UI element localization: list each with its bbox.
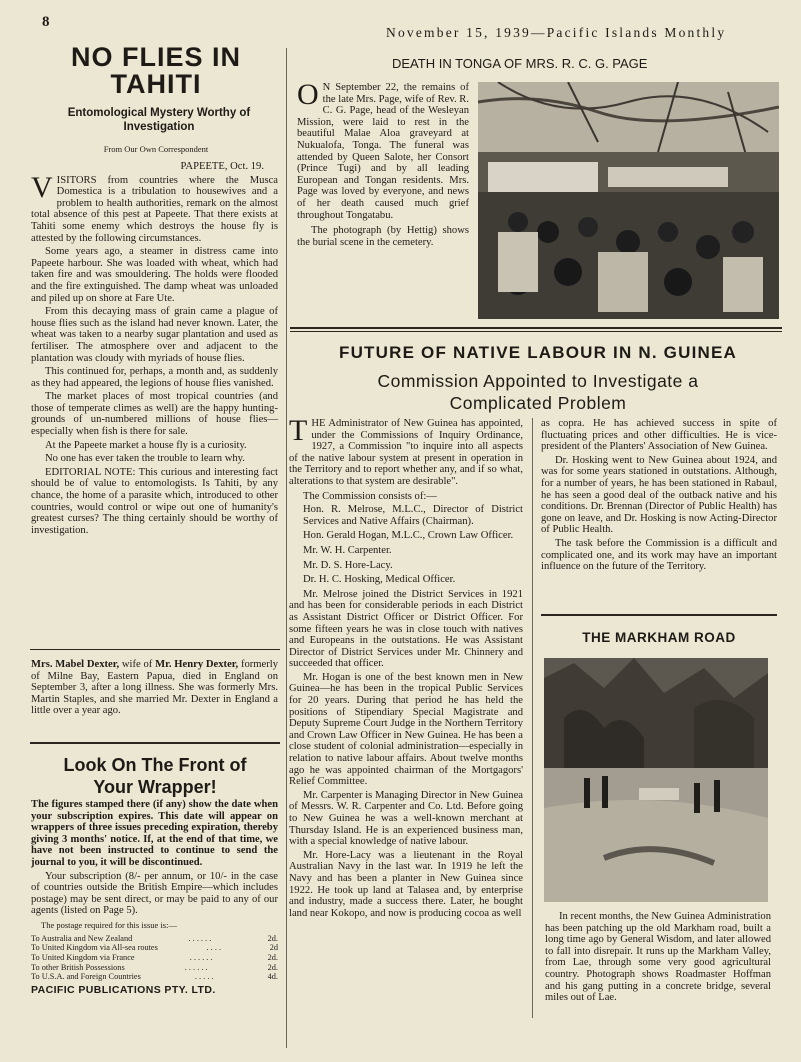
burial-scene-image [478,82,779,319]
page-dateline: November 15, 1939—Pacific Islands Monthly [386,25,727,40]
wrapper-title [30,754,280,798]
wrapper-title-line2: Your Wrapper! [93,777,217,797]
markham-road-photo [544,658,768,902]
postage-destination: To United Kingdom via All-sea routes [31,943,158,953]
postage-leader-dots: . . . . . . [184,962,208,972]
column-divider [286,48,287,1048]
labour-subtitle-line2: Complicated Problem [449,393,627,413]
flies-title-line2: TAHITI [110,69,202,99]
dexter-name: Mrs. Mabel Dexter, [31,659,120,670]
commission-member: Hon. R. Melrose, M.L.C., Director of District Services and Native Affairs (Chairman). [303,504,523,527]
flies-paragraph-4: This continued for, perhaps, a month and, as suddenly as they had appeared, the legions of house flies vanished. [31,366,278,389]
dexter-husband: Mr. Henry Dexter, [155,659,239,670]
dexter-notice: Mrs. Mabel Dexter, wife of Mr. Henry Dexter, formerly of Milne Bay, Eastern Papua, died in England on September 3, after a long illness. She was formerly Mrs. Martin Staples, and she married Mr. Dexter in England a little over a year ago. [31,659,279,717]
labour-top-rule-2 [290,331,782,332]
labour-paragraph-7: as copra. He has achieved success in spite of fluctuating prices and other difficulties. He is vice-president of the Planters' Association of New Guinea. [541,418,777,453]
postage-heading: The postage required for this issue is:— [41,919,177,930]
left-divider-2 [30,742,280,744]
postage-amount: 2d. [267,952,278,962]
flies-article [31,161,278,538]
labour-paragraph-4: Mr. Hogan is one of the best known men in New Guinea—he has been in the tropical Public Services for 20 years. During that period he has held the positions of Stipendiary Special Magistrate and Deputy Supreme Court Judge in the Northern Territory and Crown Law Officer in New Guinea. He has been a close student of colonial administration—especially in relation to native labour affairs. About twelve months ago he was appointed chairman of the Mortgagors' Relief Committee. [289,671,523,788]
labour-paragraph-9: The task before the Commission is a difficult and complicated one, and its work may have an important influence on the future of the Territory. [541,537,777,573]
commission-members [289,504,523,586]
labour-title: FUTURE OF NATIVE LABOUR IN N. GUINEA [339,343,737,362]
labour-column-divider [532,418,533,1018]
tonga-drop-cap: O [297,78,319,111]
flies-placeline: PAPEETE, Oct. 19. [180,161,264,172]
page-number: 8 [42,14,50,30]
commission-member: Mr. W. H. Carpenter. [303,544,392,556]
left-divider-1 [30,649,280,650]
markham-top-rule [541,614,777,616]
flies-title [30,44,282,98]
tonga-article [297,78,469,250]
wrapper-notice [31,799,278,999]
postage-row [31,972,278,982]
labour-drop-cap: T [289,414,308,447]
postage-destination: To United Kingdom via France [31,952,135,962]
flies-paragraph-7: No one has ever taken the trouble to learn why. [45,453,245,465]
flies-paragraph-6: At the Papeete market a house fly is a curiosity. [45,439,247,451]
wrapper-subscription-text: Your subscription (8/- per annum, or 10/- in the case of countries outside the British Empire—which includes postage) may be sent direct, or may be paid to any of our agents (listed on Page 5). [31,870,278,917]
commission-member: Dr. H. C. Hosking, Medical Officer. [303,574,456,586]
labour-subtitle [296,370,780,414]
wrapper-bold-text: The figures stamped there (if any) show the date when your subscription expires. This date will appear on wrappers of three issues preceding expiration, thereby giving 3 months' notice. If, at the end of that time, we have not been instructed to continue to send the journal to you, it will be discontinued. [31,799,278,868]
labour-paragraph-5: Mr. Carpenter is Managing Director in New Guinea of Messrs. W. R. Carpenter and Co. Ltd. Before going to New Guinea he was a well-known merchant at Thursday Island. He is an experienced business man, with a special knowledge of native labour. [289,789,523,848]
publisher: PACIFIC PUBLICATIONS PTY. LTD. [31,984,216,997]
tonga-title: DEATH IN TONGA OF MRS. R. C. G. PAGE [392,56,648,71]
postage-destination: To other British Possessions [31,962,125,972]
tonga-paragraph-1: N September 22, the remains of the late Mrs. Page, wife of Rev. R. C. G. Page, head of the Wesleyan Mission, were laid to rest in the beautiful Malae Aloa graveyard at Nukualofa, Tonga. The funeral was attended by Queen Salote, her Consort (Prince Tugi) and by all leading European and Tongan residents. Mrs. Page was loved by everyone, and news of her death caused much grief throughout Tongatabu. [297,82,469,221]
flies-subtitle: Entomological Mystery Worthy of Investigation [67,107,251,133]
markham-title: THE MARKHAM ROAD [582,630,736,645]
flies-title-line1: NO FLIES IN [70,42,241,72]
flies-byline: From Our Own Correspondent [103,144,209,154]
flies-paragraph-5: The market places of most tropical countries (and those of temperate climes as well) are the happy hunting-grounds of un-numbered millions of house flies—especially when fish is there for sale. [31,391,278,438]
flies-paragraph-1: ISITORS from countries where the Musca Domestica is a tribulation to housewives and a problem to health authorities, remark on the almost total absence of this pest at Papeete. That there exists at Tahiti some enemy which destroys the house fly is attested by the following circumstances. [31,174,278,244]
postage-leader-dots: . . . . . [194,972,214,982]
labour-column-1 [289,414,523,921]
postage-row [31,934,278,944]
flies-paragraph-2: Some years ago, a steamer in distress came into Papeete harbour. She was loaded with wheat, which had taken fire and was smouldering. The holds were flooded and the fire extinguished. The damp wheat was unloaded and piled up on shore at Fare Ute. [31,246,278,304]
tonga-paragraph-2: The photograph (by Hettig) shows the burial scene in the cemetery. [297,225,469,248]
postage-amount: 2d. [267,962,278,972]
road-construction-image [544,658,768,902]
postage-destination: To Australia and New Zealand [31,933,133,943]
commission-member: Mr. D. S. Hore-Lacy. [303,559,393,571]
markham-caption [545,911,771,1006]
postage-leader-dots: . . . . . . [188,933,212,943]
labour-paragraph-8: Dr. Hosking went to New Guinea about 1924, and was for some years stationed in outstations. Although, for a number of years, he has been stationed in Rabaul, he has seen a good deal of the outback native and his conditions. Dr. Brennan (Director of Public Health) has gone on leave, and Dr. Hosking is now Acting-Director of Public Health. [541,454,777,536]
labour-paragraph-3: Mr. Melrose joined the District Services in 1921 and has been for considerable periods in each District as Assistant District Officer or District Officer. For some fifteen years he was in close touch with natives and Europeans in the outstations. He was Assistant Director of District Services under Mr. Chinnery and succeeded that officer. [289,588,523,670]
labour-column-2 [541,418,777,575]
labour-subtitle-line1: Commission Appointed to Investigate a [377,371,699,391]
postage-table [31,934,278,983]
postage-leader-dots: . . . . [206,943,222,953]
labour-paragraph-6: Mr. Hore-Lacy was a lieutenant in the Royal Australian Navy in the last war. In 1919 he left the Navy and has been a planter in New Guinea since 1922. He took up land at Talasea and, by enterprise and industry, made a success there. Later, he bought land near Kokopo, and now is producing cocoa as well [289,849,523,919]
postage-amount: 4d. [267,972,278,982]
markham-caption-text: In recent months, the New Guinea Administration has been patching up the old Markham road, built a long time ago by General Wisdom, and later allowed to fall into disrepair. It runs up the Markham Valley, from Lae, through some very good agricultural country. Photograph shows Roadmaster Hoffman and his gang putting in a concrete bridge, several miles out of Lae. [545,911,771,1004]
labour-paragraph-2: The Commission consists of:— [303,490,437,502]
postage-amount: 2d. [267,933,278,943]
flies-drop-cap: V [31,170,53,204]
postage-row [31,963,278,973]
labour-paragraph-1: HE Administrator of New Guinea has appointed, under the Commissions of Inquiry Ordinance, 1927, a Commission "to inquire into all aspects of the native labour system at present in operation in the Territory and to report whether any, and if so what, alterations to that system are desirable". [289,418,523,487]
wrapper-title-line1: Look On The Front of [63,755,247,775]
postage-row [31,953,278,963]
tonga-burial-photo [478,82,779,319]
postage-leader-dots: . . . . . . [189,952,213,962]
labour-top-rule [290,327,782,329]
flies-editorial-note: EDITORIAL NOTE: This curious and interesting fact should be of value to entomologists. Is Tahiti, by any chance, the home of a parasite which, introduced to other countries, would control or wipe out one of humanity's greatest curses? The thing certainly should be worthy of investigation. [31,466,278,536]
postage-amount: 2d [269,943,278,953]
postage-destination: To U.S.A. and Foreign Countries [31,972,141,982]
postage-row [31,943,278,953]
flies-paragraph-3: From this decaying mass of grain came a plague of house flies such as the island had never known. Later, the wheat was taken to a nearby sugar plantation and used as fertiliser. The atmosphere over and adjacent to the plantation was cloudy with myriads of house flies. [31,306,278,364]
commission-member: Hon. Gerald Hogan, M.L.C., Crown Law Officer. [303,530,514,542]
